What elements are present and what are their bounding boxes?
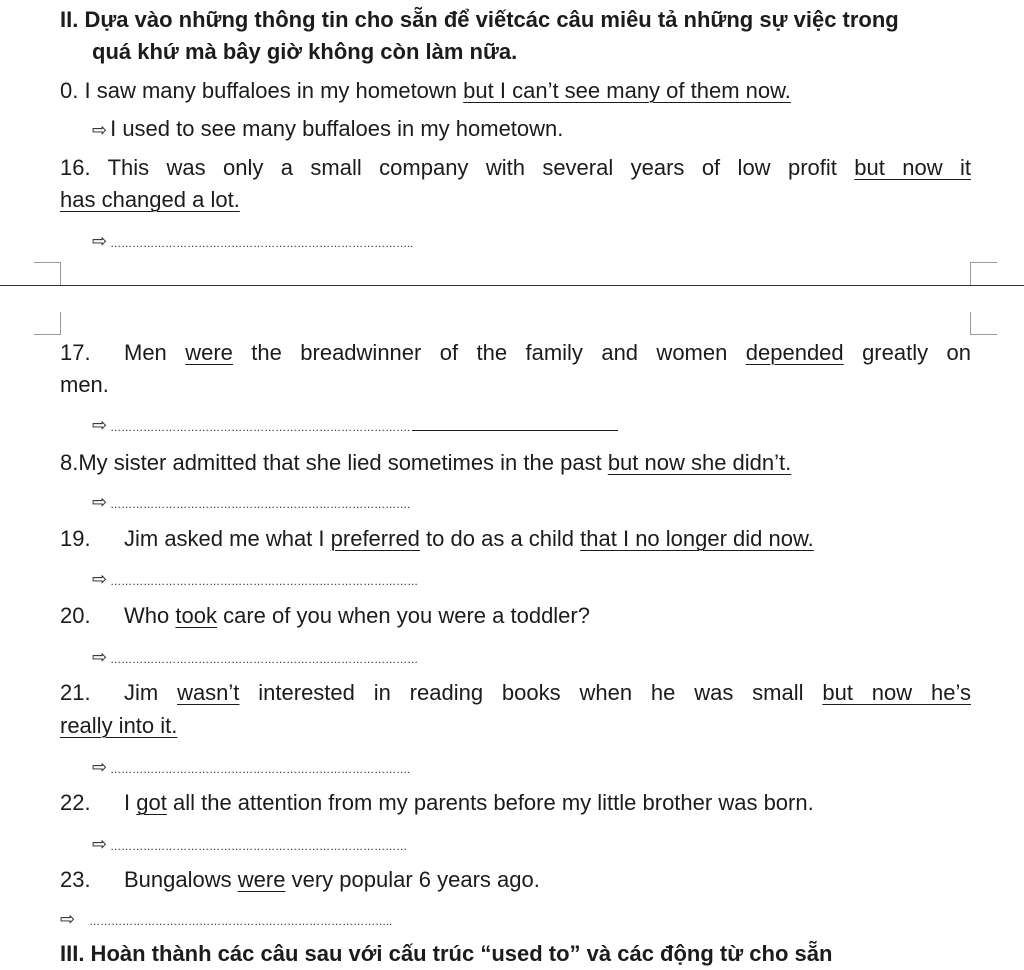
question-20-line (60, 600, 971, 632)
question-17-text: Men (124, 340, 167, 365)
arrow-icon: ⇨ (92, 120, 108, 140)
question-21-underlined-continuation: really into it. (60, 713, 178, 738)
crop-mark (970, 312, 997, 335)
question-20-text: Who (124, 603, 170, 628)
question-19-text: to do as a child (426, 526, 575, 551)
question-21-answer-blank[interactable]: ………………………………………………………………………. (110, 764, 411, 776)
question-17-number: 17. (60, 340, 91, 365)
section-2-title-line-2: quá khứ mà bây giờ không còn làm nữa. (92, 39, 518, 64)
arrow-icon: ⇨ (60, 909, 76, 929)
section-3-title: III. Hoàn thành các câu sau với cấu trúc “used to” và các động từ cho sẵn (60, 941, 833, 966)
example-text: I saw many buffaloes in my hometown (84, 78, 458, 103)
question-22-answer-blank[interactable]: ……………………………………………………………………… (110, 841, 408, 853)
question-20-answer-blank[interactable]: ………………………………………………………………………… (110, 654, 419, 666)
question-19-underlined-text: that I no longer did now. (580, 526, 814, 551)
question-19-answer-blank[interactable]: ………………………………………………………………………… (110, 576, 419, 588)
question-19-number: 19. (60, 526, 91, 551)
question-21-underlined-text: but now he’s (822, 680, 971, 705)
question-21-text: Jim (124, 680, 159, 705)
question-22-underlined-verb: got (136, 790, 167, 815)
question-22-line (60, 787, 971, 819)
example-answer: I used to see many buffaloes in my hometown. (110, 116, 564, 141)
question-16-underlined-text: but now it (854, 155, 971, 180)
question-23-text: Bungalows (124, 867, 232, 892)
arrow-icon: ⇨ (92, 834, 108, 854)
question-20-answer-line (92, 640, 971, 676)
question-16-underlined-continuation: has changed a lot. (60, 187, 240, 212)
question-18-underlined-text: but now she didn’t. (607, 450, 792, 475)
arrow-icon: ⇨ (92, 757, 108, 777)
question-17-line-2: men. (60, 372, 109, 397)
answer-underline (412, 429, 618, 431)
arrow-icon: ⇨ (92, 569, 108, 589)
question-16-answer-blank[interactable]: ……………………………………………………………………….. (110, 238, 414, 250)
question-19-answer-line (92, 562, 971, 598)
question-17-underlined-verb: were (185, 340, 233, 365)
arrow-icon: ⇨ (92, 492, 108, 512)
question-23-line (60, 864, 971, 896)
question-22-number: 22. (60, 790, 91, 815)
question-17-answer-line (92, 408, 971, 444)
example-sentence (60, 75, 971, 107)
question-16-text: This was only a small company with several years of low profit (107, 155, 837, 180)
example-underlined-text: but I can’t see many of them now. (463, 78, 791, 103)
question-20-underlined-verb: took (175, 603, 217, 628)
question-21-line-1 (60, 677, 971, 709)
question-18-line (60, 447, 971, 479)
question-21-line-2 (60, 710, 971, 742)
question-23-underlined-verb: were (237, 867, 286, 892)
example-number: 0. (60, 78, 79, 103)
question-17-text: greatly on (862, 340, 971, 365)
question-20-number: 20. (60, 603, 91, 628)
section-2-title-line-1: II. Dựa vào những thông tin cho sẵn để viếtcác câu miêu tả những sự việc trong (60, 7, 899, 32)
question-17-answer-blank[interactable]: ………………………………………………………………………. (110, 422, 411, 434)
question-23-text: very popular 6 years ago. (291, 867, 540, 892)
question-19-text: Jim asked me what I (124, 526, 325, 551)
question-18-text: 8.My sister admitted that she lied sometimes in the past (60, 450, 602, 475)
question-22-text: all the attention from my parents before my little brother was born. (172, 790, 814, 815)
question-21-number: 21. (60, 680, 91, 705)
question-22-answer-line (92, 827, 971, 863)
question-23-answer-blank[interactable]: ……………………………………………………………………….. (89, 916, 393, 928)
question-17-text: the breadwinner of the family and women (251, 340, 728, 365)
question-21-underlined-verb: wasn’t (177, 680, 240, 705)
crop-mark (34, 312, 61, 335)
arrow-icon: ⇨ (92, 231, 108, 251)
question-20-text: care of you when you were a toddler? (223, 603, 590, 628)
question-18-answer-blank[interactable]: ………………………………………………………………………. (110, 499, 411, 511)
question-17-underlined-verb: depended (745, 340, 844, 365)
question-16-line-2 (60, 184, 971, 216)
question-17-line-1 (60, 337, 971, 369)
question-21-answer-line (92, 750, 971, 786)
question-21-text: interested in reading books when he was small (258, 680, 804, 705)
question-16-line-1 (60, 152, 971, 184)
question-23-number: 23. (60, 867, 91, 892)
question-19-underlined-verb: preferred (330, 526, 420, 551)
question-16-number: 16. (60, 155, 91, 180)
question-23-answer-line (60, 902, 971, 938)
question-18-answer-line (92, 485, 971, 521)
arrow-icon: ⇨ (92, 415, 108, 435)
question-22-text: I (124, 790, 131, 815)
example-answer-line (92, 113, 971, 146)
question-16-answer-line (92, 224, 971, 260)
question-19-line (60, 523, 971, 555)
arrow-icon: ⇨ (92, 647, 108, 667)
page-break-line (0, 285, 1024, 286)
crop-mark (34, 262, 61, 285)
crop-mark (970, 262, 997, 285)
